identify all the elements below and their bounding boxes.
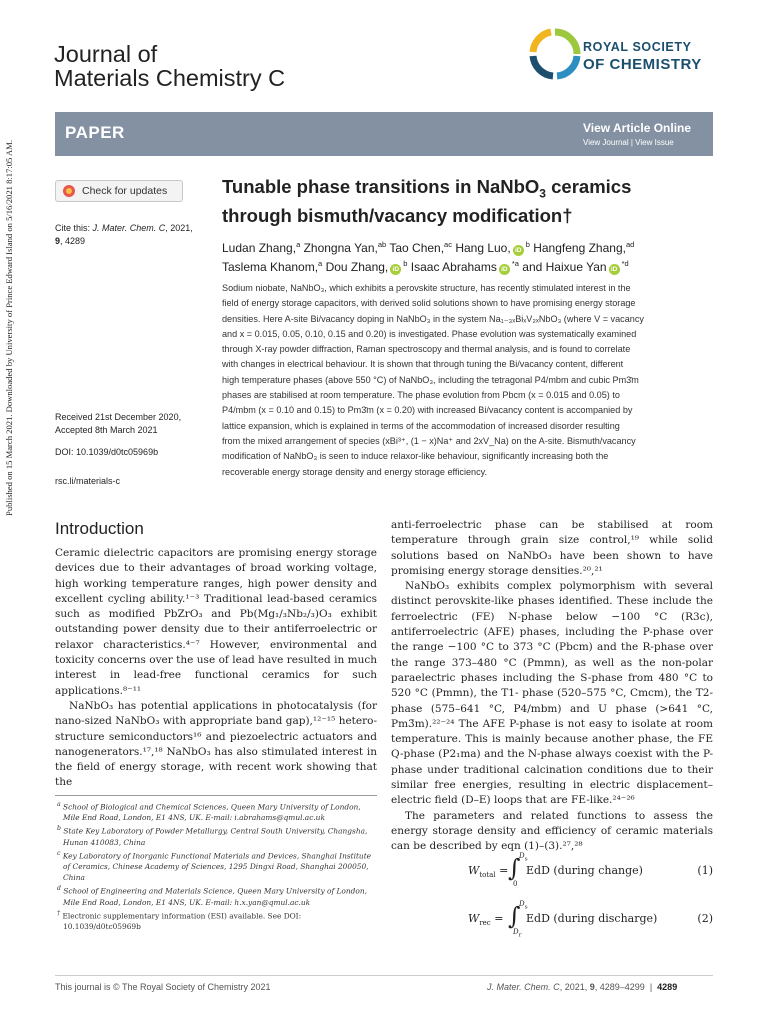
footnote: $^b$ State Key Laboratory of Powder Metallurgy, Central South University, Changsha, Hunan 410083, China: [57, 825, 368, 847]
equation-number: (1): [697, 864, 713, 877]
body-paragraph: anti-ferroelectric phase can be stabilised at room temperature through grain size control,¹⁹ while solid solutions based on NaNbO₃ have been shown to have promising energy storage densities.²⁰,²¹: [391, 519, 713, 577]
affiliation-footnotes: [55, 799, 377, 932]
author-affiliation-mark: a: [318, 259, 323, 268]
citation-info: Cite this: J. Mater. Chem. C, 2021, 9, 4289: [55, 223, 193, 246]
abstract-line: and x = 0.015, 0.05, 0.10, 0.15 and 0.20) is investigated. Phase evolution was systematically examined: [222, 328, 637, 339]
abstract-line: from the mixed arrangement of species (xBi³⁺, (1 − x)Na⁺ and 2xV_Na) on the A-site. Bismuth/vacancy: [222, 435, 636, 446]
abstract: [222, 281, 713, 480]
author-name[interactable]: Hangfeng Zhang,: [533, 241, 626, 255]
footnote: † Electronic supplementary information (ESI) available. See DOI: 10.1039/d0tc05969b: [57, 909, 302, 932]
abstract-line: phases are stabilised at room temperature. The phase evolution from Pbcm (x = 0.015 and 0.05) to: [222, 390, 620, 401]
rsc-logo-icon[interactable]: [527, 28, 717, 82]
author-affiliation-mark: b: [403, 259, 408, 268]
author-name[interactable]: Isaac Abrahams: [410, 260, 497, 274]
publisher-name-line1: ROYAL SOCIETY: [583, 40, 692, 54]
rsc-short-link[interactable]: rsc.li/materials-c: [55, 476, 121, 486]
body-paragraph: NaNbO₃ has potential applications in photocatalysis (for nano-sized NaNbO₃ with appropriate band gap),¹²⁻¹⁵ hetero-structure semiconductors¹⁶ and piezoelectric actuators and nanogenerators.¹⁷,¹⁸ NaNbO₃ has also stimulated interest in the field of energy storage, with recent work showing that the: [55, 699, 377, 789]
author-name[interactable]: Dou Zhang,: [325, 260, 389, 274]
author-affiliation-mark: b: [525, 240, 530, 249]
equation-1: $W_{total}$ = ∫ $D_s$ 0 EdD (during change) (1): [468, 852, 713, 888]
author-name[interactable]: and Haixue Yan: [522, 260, 607, 274]
footnote-divider: [55, 795, 377, 796]
author-affiliation-mark: ad: [625, 240, 635, 249]
author-affiliation-mark: *d: [621, 259, 629, 268]
page-number: 4289: [657, 982, 678, 992]
body-paragraph: NaNbO₃ exhibits complex polymorphism with several distinct perovskite-like phases identified. These include the ferroelectric (FE) N-phase below −100 °C (R3c), antiferroelectric (AFE) phases, including the P-phase over the range −100 °C to 373 °C (Pbcm) and the R-phase over the range 373–480 °C (Pmmn), as well as the non-polar paraelectric phases including the S-phase from 480 °C to 520 °C (Pmmn), the T1- phase (520–575 °C, Cmcm), the T2-phase (575–641 °C, P4/mbm) and U phase (>641 °C, Pm3̄m).²²⁻²⁴ The AFE P-phase is not easy to isolate at room temperature. This is mainly because another phase, the FE Q-phase (P2₁ma) and the N-phase always coexist with the P-phase under traditional calcination conditions due to their similar free energies, resulting in electric displacement–electric field (D–E) loops that are FE-like.²⁴⁻²⁶: [391, 580, 713, 807]
body-column-left: [55, 546, 377, 791]
author-name[interactable]: Zhongna Yan,: [303, 241, 378, 255]
abstract-line: Sodium niobate, NaNbO₃, which exhibits a perovskite structure, has recently stimulated interest in the: [222, 283, 631, 293]
abstract-line: P4/mbm (x = 0.10 and 0.15) to Pm3̄m (x = 0.20) with increased Bi/vacancy content is accompanied by: [222, 405, 633, 416]
footer-citation: J. Mater. Chem. C, 2021, 9, 4289–4299 | 4289: [487, 982, 678, 992]
author-name[interactable]: Tao Chen,: [389, 241, 445, 255]
publication-side-note: Published on 15 March 2021. Downloaded by University of Prince Edward Island on 5/16/2021 8:17:05 AM.: [4, 140, 14, 516]
section-heading-introduction: Introduction: [55, 519, 144, 538]
footnote: $^c$ Key Laboratory of Inorganic Functional Materials and Devices, Shanghai Institute of Ceramics, Chinese Academy of Sciences, 1295 Dingxi Road, Shanghai 200050, China: [57, 849, 372, 883]
received-accepted-dates: Received 21st December 2020, Accepted 8th March 2021: [55, 412, 182, 435]
abstract-line: recoverable energy storage density and energy storage efficiency.: [222, 466, 488, 477]
article-title: Tunable phase transitions in NaNbO$_3$ ceramics through bismuth/vacancy modification†: [222, 176, 632, 226]
author-affiliation-mark: a: [296, 240, 301, 249]
abstract-line: lattice expansion, which is explained in terms of the accommodation of increased disorder resulting: [222, 420, 620, 431]
footer-copyright: This journal is © The Royal Society of Chemistry 2021: [55, 982, 271, 992]
footnote: $^a$ School of Biological and Chemical Sciences, Queen Mary University of London, Mile End Road, London, E1 4NS, UK. E-mail: i.abrahams@qmul.ac.uk: [57, 801, 361, 823]
orcid-icon[interactable]: iD: [513, 245, 524, 256]
author-affiliation-mark: ac: [444, 240, 452, 249]
journal-title[interactable]: Journal of Materials Chemistry C: [54, 41, 286, 91]
footnote: $^d$ School of Engineering and Materials Science, Queen Mary University of London, Mile End Road, London, E1 4NS, UK. E-mail: h.x.yan@qmul.ac.uk: [57, 885, 367, 907]
abstract-line: through X-ray powder diffraction, Raman spectroscopy and thermal analysis, and is found to correlate: [222, 344, 631, 355]
abstract-line: with changes in electrical behaviour. It is shown that through tuning the Bi/vacancy content, different: [222, 359, 624, 370]
equation-2: $W_{rec}$ = ∫ $D_s$ $D_r$ EdD (during discharge) (2): [468, 900, 713, 939]
doi[interactable]: DOI: 10.1039/d0tc05969b: [55, 447, 159, 457]
abstract-line: field of energy storage capacitors, with derived solid solutions shown to have promising energy storage: [222, 298, 636, 309]
abstract-line: densities. Here A-site Bi/vacancy doping in NaNbO₃ in the system Na₁₋₃ₓBiₓV₂ₓNbO₃ (where V = vacancy: [222, 313, 644, 324]
orcid-icon[interactable]: iD: [390, 264, 401, 275]
body-paragraph: Ceramic dielectric capacitors are promising energy storage devices due to their advantages of broad working voltage, high working temperature ranges, high power density and excellent cycling ability.¹⁻³ Traditional lead-based ceramics such as modified PbZrO₃ and Pb(Mg₁/₃Nb₂/₃)O₃ exhibit outstanding power density due to their antiferroelectric or relaxor characteristics.⁴⁻⁷ However, environmental and toxicity concerns over the use of lead have resulted in much interest in lead-free functional ceramics for such applications.⁸⁻¹¹: [55, 547, 377, 697]
body-paragraph: The parameters and related functions to assess the energy storage density and efficiency of ceramic materials can be described by eqn (1)–(3).²⁷,²⁸: [391, 809, 713, 853]
author-name[interactable]: Hang Luo,: [455, 241, 511, 255]
view-article-online-link[interactable]: View Article Online: [583, 121, 692, 135]
check-updates-icon: [62, 184, 76, 198]
author-name[interactable]: Ludan Zhang,: [222, 241, 297, 255]
author-affiliation-mark: *a: [511, 259, 519, 268]
abstract-line: high temperature phases (above 550 °C) of NaNbO₃, including the tetragonal P4/mbm and cubic Pm3̄m: [222, 374, 639, 385]
orcid-icon[interactable]: iD: [609, 264, 620, 275]
publisher-name-line2: OF CHEMISTRY: [583, 56, 702, 73]
author-name[interactable]: Taslema Khanom,: [222, 260, 319, 274]
equation-number: (2): [697, 912, 713, 925]
body-column-right: [391, 518, 713, 855]
orcid-icon[interactable]: iD: [499, 264, 510, 275]
article-type-label: PAPER: [65, 123, 125, 142]
abstract-line: modification of NaNbO₃ is seen to induce relaxor-like behaviour, significantly increasing both the: [222, 451, 609, 462]
view-journal-issue-links[interactable]: View Journal | View Issue: [583, 138, 674, 147]
check-for-updates-label: Check for updates: [82, 185, 168, 197]
author-list: [222, 237, 712, 275]
footer-divider: [55, 975, 713, 976]
check-for-updates-button[interactable]: [55, 180, 183, 202]
author-affiliation-mark: ab: [377, 240, 387, 249]
